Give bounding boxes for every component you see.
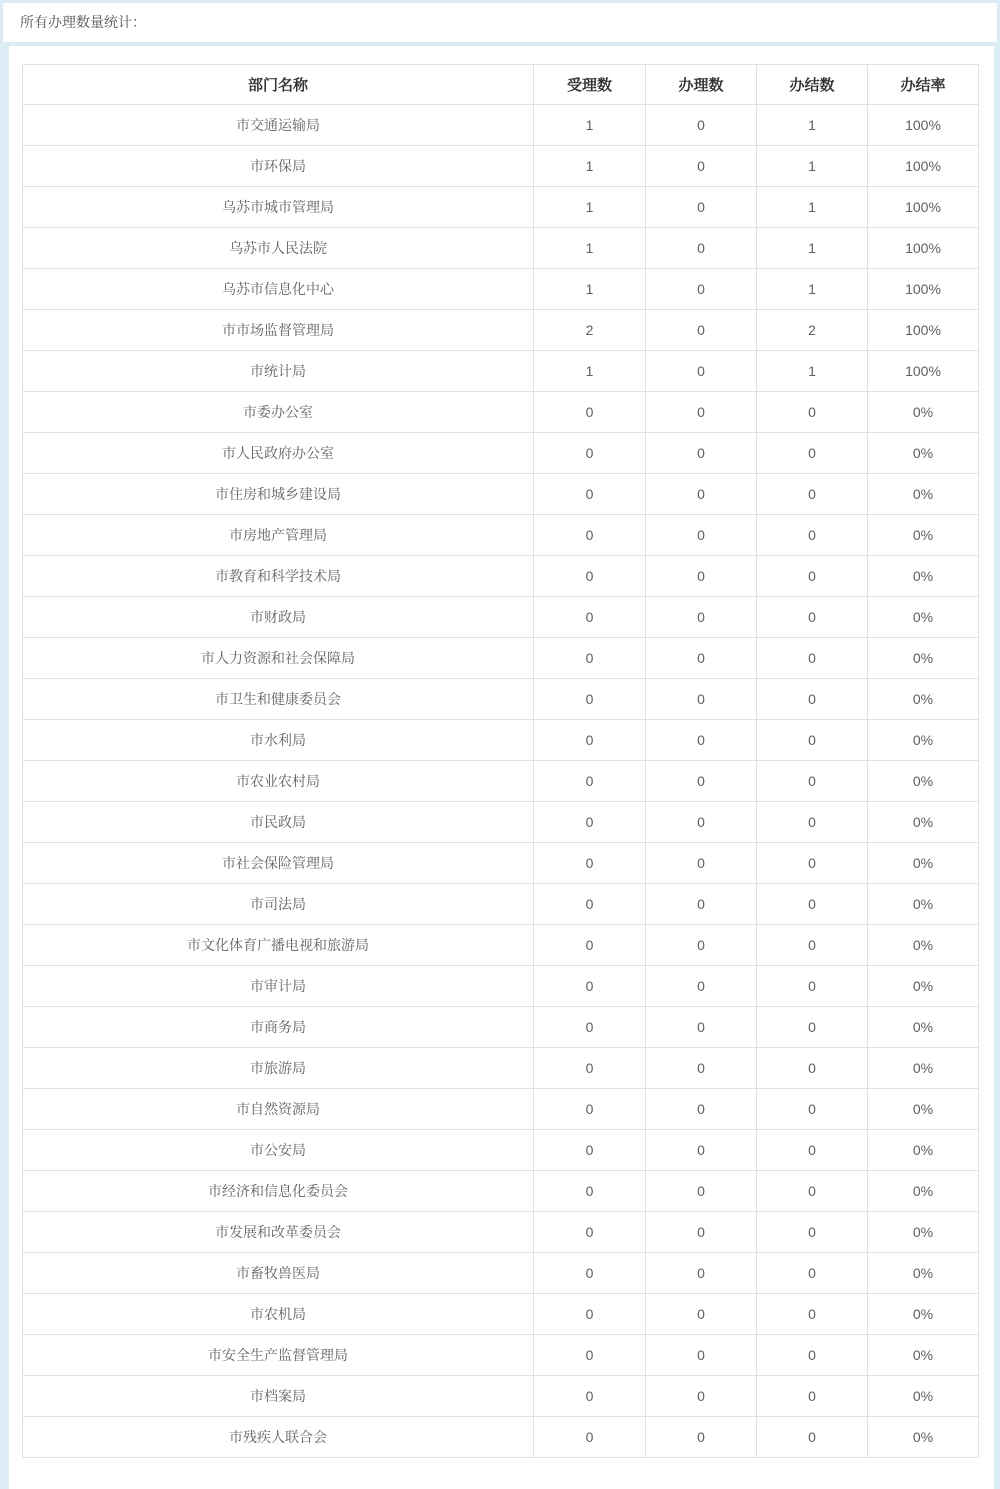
completed-count-cell: 1: [757, 146, 868, 187]
accepted-count-cell: 0: [534, 884, 646, 925]
accepted-count-cell: 0: [534, 474, 646, 515]
completed-count-cell: 0: [757, 1007, 868, 1048]
completion-rate-cell: 0%: [868, 1089, 979, 1130]
completed-count-cell: 0: [757, 966, 868, 1007]
table-row: [23, 966, 979, 1007]
processing-count-cell: 0: [646, 433, 757, 474]
department-name-cell: 市卫生和健康委员会: [23, 679, 534, 720]
table-row: [23, 310, 979, 351]
table-row: [23, 1376, 979, 1417]
processing-count-cell: 0: [646, 843, 757, 884]
completion-rate-cell: 100%: [868, 105, 979, 146]
completed-count-cell: 0: [757, 679, 868, 720]
completion-rate-cell: 100%: [868, 351, 979, 392]
table-row: [23, 1171, 979, 1212]
accepted-count-cell: 0: [534, 638, 646, 679]
completed-count-cell: 1: [757, 351, 868, 392]
table-row: [23, 761, 979, 802]
processing-count-cell: 0: [646, 925, 757, 966]
completed-count-cell: 0: [757, 1171, 868, 1212]
accepted-count-cell: 0: [534, 1417, 646, 1458]
department-name-cell: 市旅游局: [23, 1048, 534, 1089]
completion-rate-cell: 0%: [868, 1417, 979, 1458]
stats-table-body: [23, 105, 979, 1458]
completed-count-cell: 0: [757, 515, 868, 556]
processing-count-cell: 0: [646, 310, 757, 351]
table-row: [23, 1130, 979, 1171]
accepted-count-cell: 0: [534, 720, 646, 761]
department-name-cell: 市农机局: [23, 1294, 534, 1335]
processing-count-cell: 0: [646, 146, 757, 187]
table-row: [23, 187, 979, 228]
completed-count-cell: 0: [757, 1376, 868, 1417]
completion-rate-cell: 0%: [868, 1376, 979, 1417]
completion-rate-cell: 100%: [868, 146, 979, 187]
completed-count-cell: 0: [757, 392, 868, 433]
processing-count-cell: 0: [646, 1417, 757, 1458]
table-row: [23, 474, 979, 515]
completion-rate-cell: 100%: [868, 187, 979, 228]
department-name-cell: 市发展和改革委员会: [23, 1212, 534, 1253]
processing-count-cell: 0: [646, 966, 757, 1007]
processing-count-cell: 0: [646, 515, 757, 556]
completion-rate-cell: 0%: [868, 1048, 979, 1089]
department-name-cell: 市住房和城乡建设局: [23, 474, 534, 515]
processing-count-cell: 0: [646, 1089, 757, 1130]
department-name-cell: 市农业农村局: [23, 761, 534, 802]
department-name-cell: 市社会保险管理局: [23, 843, 534, 884]
department-name-cell: 市文化体育广播电视和旅游局: [23, 925, 534, 966]
completion-rate-cell: 0%: [868, 1007, 979, 1048]
table-row: [23, 1212, 979, 1253]
department-name-cell: 乌苏市城市管理局: [23, 187, 534, 228]
stats-table: [22, 64, 979, 1458]
table-row: [23, 1007, 979, 1048]
accepted-count-cell: 1: [534, 146, 646, 187]
accepted-count-cell: 0: [534, 433, 646, 474]
processing-count-cell: 0: [646, 1335, 757, 1376]
department-name-cell: 市委办公室: [23, 392, 534, 433]
processing-count-cell: 0: [646, 105, 757, 146]
completed-count-cell: 0: [757, 556, 868, 597]
completed-count-cell: 0: [757, 884, 868, 925]
completed-count-cell: 0: [757, 802, 868, 843]
processing-count-cell: 0: [646, 802, 757, 843]
accepted-count-cell: 0: [534, 1376, 646, 1417]
accepted-count-cell: 1: [534, 105, 646, 146]
completed-count-cell: 0: [757, 1212, 868, 1253]
department-name-cell: 市公安局: [23, 1130, 534, 1171]
table-row: [23, 105, 979, 146]
completed-count-cell: 1: [757, 105, 868, 146]
accepted-count-cell: 0: [534, 556, 646, 597]
accepted-count-cell: 1: [534, 187, 646, 228]
table-row: [23, 1417, 979, 1458]
processing-count-cell: 0: [646, 1048, 757, 1089]
completion-rate-cell: 0%: [868, 597, 979, 638]
completion-rate-cell: 0%: [868, 556, 979, 597]
processing-count-cell: 0: [646, 597, 757, 638]
accepted-count-cell: 0: [534, 1171, 646, 1212]
department-name-cell: 市市场监督管理局: [23, 310, 534, 351]
department-name-cell: 市司法局: [23, 884, 534, 925]
department-name-cell: 乌苏市信息化中心: [23, 269, 534, 310]
processing-count-cell: 0: [646, 269, 757, 310]
processing-count-cell: 0: [646, 1376, 757, 1417]
department-name-cell: 市统计局: [23, 351, 534, 392]
processing-count-cell: 0: [646, 474, 757, 515]
department-name-cell: 市财政局: [23, 597, 534, 638]
processing-count-cell: 0: [646, 638, 757, 679]
completed-count-cell: 0: [757, 1130, 868, 1171]
table-row: [23, 1048, 979, 1089]
table-row: [23, 1089, 979, 1130]
completed-count-cell: 0: [757, 433, 868, 474]
completion-rate-cell: 0%: [868, 925, 979, 966]
department-name-cell: 市民政局: [23, 802, 534, 843]
completed-count-cell: 0: [757, 720, 868, 761]
department-name-cell: 市人民政府办公室: [23, 433, 534, 474]
completion-rate-cell: 0%: [868, 761, 979, 802]
completed-count-cell: 0: [757, 638, 868, 679]
column-header-completion-rate: 办结率: [868, 65, 979, 105]
table-row: [23, 1335, 979, 1376]
completion-rate-cell: 100%: [868, 310, 979, 351]
accepted-count-cell: 0: [534, 515, 646, 556]
table-row: [23, 556, 979, 597]
completion-rate-cell: 0%: [868, 638, 979, 679]
accepted-count-cell: 0: [534, 1048, 646, 1089]
completed-count-cell: 0: [757, 1048, 868, 1089]
table-row: [23, 884, 979, 925]
column-header-accepted-count: 受理数: [534, 65, 646, 105]
table-row: [23, 1294, 979, 1335]
processing-count-cell: 0: [646, 1007, 757, 1048]
processing-count-cell: 0: [646, 679, 757, 720]
completion-rate-cell: 0%: [868, 1294, 979, 1335]
department-name-cell: 市档案局: [23, 1376, 534, 1417]
accepted-count-cell: 0: [534, 1294, 646, 1335]
department-name-cell: 市人力资源和社会保障局: [23, 638, 534, 679]
table-row: [23, 515, 979, 556]
department-name-cell: 市商务局: [23, 1007, 534, 1048]
completion-rate-cell: 100%: [868, 228, 979, 269]
completion-rate-cell: 0%: [868, 392, 979, 433]
department-name-cell: 市房地产管理局: [23, 515, 534, 556]
department-name-cell: 市自然资源局: [23, 1089, 534, 1130]
processing-count-cell: 0: [646, 1130, 757, 1171]
processing-count-cell: 0: [646, 761, 757, 802]
department-name-cell: 市残疾人联合会: [23, 1417, 534, 1458]
accepted-count-cell: 0: [534, 1089, 646, 1130]
column-header-department-name: 部门名称: [23, 65, 534, 105]
processing-count-cell: 0: [646, 1294, 757, 1335]
completed-count-cell: 0: [757, 1417, 868, 1458]
processing-count-cell: 0: [646, 228, 757, 269]
table-row: [23, 638, 979, 679]
completed-count-cell: 1: [757, 228, 868, 269]
completion-rate-cell: 0%: [868, 474, 979, 515]
department-name-cell: 市教育和科学技术局: [23, 556, 534, 597]
completion-rate-cell: 0%: [868, 515, 979, 556]
accepted-count-cell: 0: [534, 679, 646, 720]
completed-count-cell: 1: [757, 187, 868, 228]
column-header-completed-count: 办结数: [757, 65, 868, 105]
processing-count-cell: 0: [646, 884, 757, 925]
accepted-count-cell: 0: [534, 925, 646, 966]
completion-rate-cell: 0%: [868, 1335, 979, 1376]
accepted-count-cell: 0: [534, 1130, 646, 1171]
accepted-count-cell: 0: [534, 1253, 646, 1294]
completion-rate-cell: 0%: [868, 966, 979, 1007]
completed-count-cell: 0: [757, 597, 868, 638]
accepted-count-cell: 0: [534, 966, 646, 1007]
table-row: [23, 679, 979, 720]
processing-count-cell: 0: [646, 1212, 757, 1253]
table-row: [23, 146, 979, 187]
department-name-cell: 市环保局: [23, 146, 534, 187]
completed-count-cell: 1: [757, 269, 868, 310]
accepted-count-cell: 0: [534, 392, 646, 433]
accepted-count-cell: 0: [534, 597, 646, 638]
accepted-count-cell: 0: [534, 802, 646, 843]
completion-rate-cell: 0%: [868, 884, 979, 925]
table-row: [23, 392, 979, 433]
processing-count-cell: 0: [646, 556, 757, 597]
table-header-row: [23, 65, 979, 105]
completed-count-cell: 0: [757, 1089, 868, 1130]
processing-count-cell: 0: [646, 1253, 757, 1294]
department-name-cell: 市审计局: [23, 966, 534, 1007]
completed-count-cell: 0: [757, 1294, 868, 1335]
table-row: [23, 1253, 979, 1294]
completion-rate-cell: 0%: [868, 1253, 979, 1294]
completion-rate-cell: 0%: [868, 843, 979, 884]
department-name-cell: 市安全生产监督管理局: [23, 1335, 534, 1376]
table-row: [23, 228, 979, 269]
department-name-cell: 市畜牧兽医局: [23, 1253, 534, 1294]
table-row: [23, 351, 979, 392]
completion-rate-cell: 0%: [868, 1212, 979, 1253]
accepted-count-cell: 1: [534, 269, 646, 310]
completed-count-cell: 0: [757, 1253, 868, 1294]
completion-rate-cell: 0%: [868, 1130, 979, 1171]
processing-count-cell: 0: [646, 1171, 757, 1212]
processing-count-cell: 0: [646, 351, 757, 392]
completed-count-cell: 0: [757, 761, 868, 802]
table-row: [23, 925, 979, 966]
table-row: [23, 720, 979, 761]
processing-count-cell: 0: [646, 720, 757, 761]
accepted-count-cell: 1: [534, 351, 646, 392]
processing-count-cell: 0: [646, 187, 757, 228]
content-panel: [9, 46, 994, 1489]
column-header-processing-count: 办理数: [646, 65, 757, 105]
table-row: [23, 433, 979, 474]
accepted-count-cell: 2: [534, 310, 646, 351]
department-name-cell: 乌苏市人民法院: [23, 228, 534, 269]
department-name-cell: 市交通运输局: [23, 105, 534, 146]
completion-rate-cell: 0%: [868, 720, 979, 761]
completion-rate-cell: 0%: [868, 802, 979, 843]
processing-count-cell: 0: [646, 392, 757, 433]
completion-rate-cell: 0%: [868, 1171, 979, 1212]
table-row: [23, 802, 979, 843]
table-row: [23, 269, 979, 310]
accepted-count-cell: 0: [534, 843, 646, 884]
department-name-cell: 市水利局: [23, 720, 534, 761]
accepted-count-cell: 0: [534, 761, 646, 802]
page-title: 所有办理数量统计：: [3, 3, 997, 42]
accepted-count-cell: 0: [534, 1335, 646, 1376]
completed-count-cell: 0: [757, 1335, 868, 1376]
department-name-cell: 市经济和信息化委员会: [23, 1171, 534, 1212]
completed-count-cell: 0: [757, 843, 868, 884]
accepted-count-cell: 0: [534, 1212, 646, 1253]
completion-rate-cell: 0%: [868, 679, 979, 720]
completed-count-cell: 2: [757, 310, 868, 351]
completed-count-cell: 0: [757, 474, 868, 515]
completion-rate-cell: 100%: [868, 269, 979, 310]
accepted-count-cell: 1: [534, 228, 646, 269]
completed-count-cell: 0: [757, 925, 868, 966]
completion-rate-cell: 0%: [868, 433, 979, 474]
table-row: [23, 597, 979, 638]
accepted-count-cell: 0: [534, 1007, 646, 1048]
table-row: [23, 843, 979, 884]
